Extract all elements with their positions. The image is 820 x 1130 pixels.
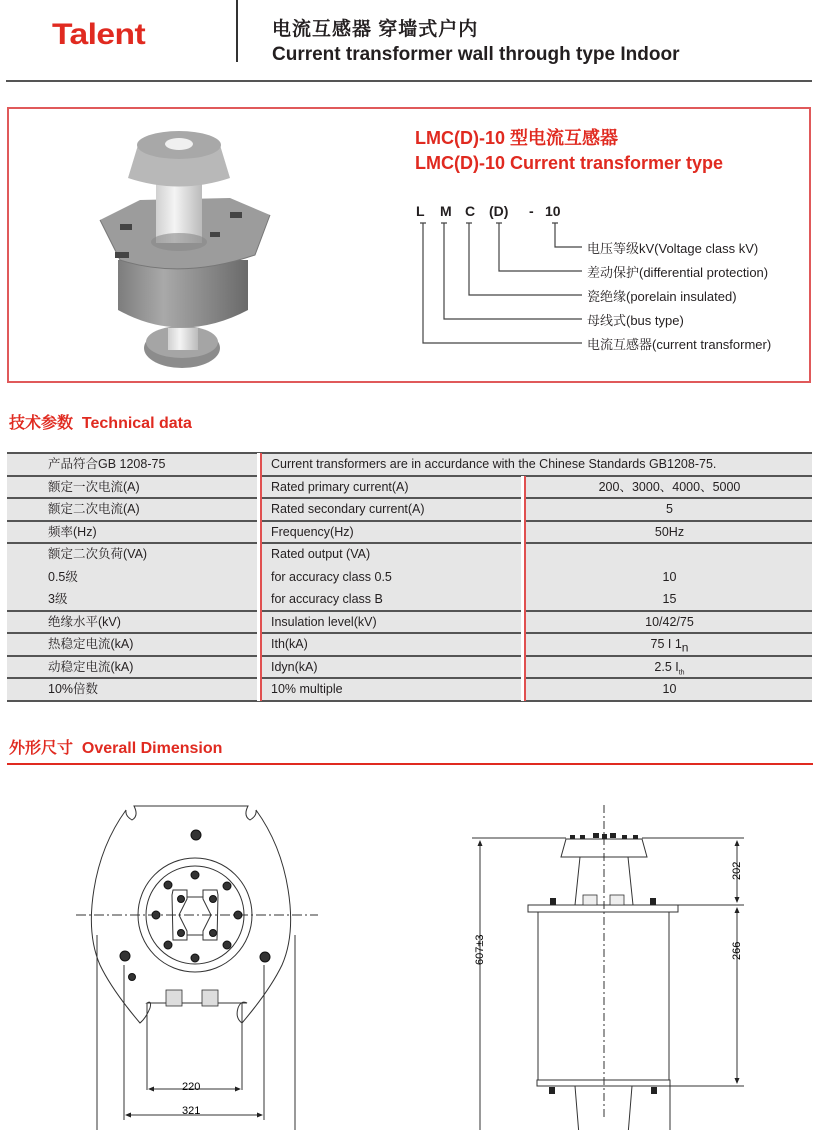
- cell-cn: 产品符合GB 1208-75: [48, 457, 166, 471]
- cell-en: Insulation level(kV): [271, 614, 377, 629]
- dimension-title-en: Overall Dimension: [81, 740, 223, 757]
- cell-en: for accuracy class B: [271, 592, 383, 606]
- cell-value: [527, 476, 812, 498]
- row-divider: [7, 700, 812, 702]
- transformer-photo: [90, 120, 280, 375]
- code-legend-differential: 差动保护(differential protection): [587, 265, 769, 280]
- product-title-cn: LMC(D)-10 型电流互感器: [415, 128, 618, 148]
- header-rule: [6, 80, 812, 82]
- cell-value-text: 10/42/75: [645, 614, 694, 629]
- cell-value-text: 5: [666, 502, 673, 516]
- table-row: [7, 588, 812, 611]
- cell-cn: 额定二次电流(A): [48, 502, 140, 516]
- dim-side-202: 202: [731, 861, 743, 880]
- cell-en: Rated secondary current(A): [271, 502, 425, 516]
- row-divider: [7, 475, 812, 477]
- cell-value: [527, 678, 812, 700]
- table-row: [7, 656, 812, 679]
- dimension-title-cn: 外形尺寸: [9, 740, 74, 757]
- cell-value-subscript: th: [678, 669, 685, 676]
- code-legend-ct: 电流互感器(current transformer): [587, 337, 772, 352]
- cell-value-subscript: n: [681, 640, 689, 655]
- cell-cn: 动稳定电流(kA): [48, 659, 134, 674]
- section-title-technical: [9, 410, 192, 433]
- cell-value-text: 15: [662, 592, 677, 606]
- cell-cn: 绝缘水平(kV): [48, 614, 121, 629]
- row-divider: [7, 542, 812, 544]
- table-row: [7, 678, 812, 701]
- technical-title-cn: 技术参数: [9, 415, 74, 432]
- table-row: [7, 566, 812, 589]
- cell-cn: 额定一次电流(A): [48, 479, 140, 494]
- cell-en: Rated primary current(A): [271, 479, 409, 494]
- front-view-drawing: [60, 790, 340, 1130]
- table-row: [7, 633, 812, 656]
- cell-cn: 0.5级: [48, 569, 78, 584]
- technical-table: [7, 453, 812, 701]
- row-divider: [7, 520, 812, 522]
- cell-value-text: 10: [662, 569, 677, 584]
- row-divider: [7, 610, 812, 612]
- cell-value: [527, 566, 812, 588]
- brand-logo: Talent: [52, 18, 146, 51]
- table-row: [7, 611, 812, 634]
- cell-value-text: 75 I 1: [650, 637, 682, 651]
- dim-side-266: 266: [731, 941, 743, 960]
- cell-value-text: 10: [662, 682, 677, 696]
- page-title-en: Current transformer wall through type Indoor: [272, 44, 680, 65]
- code-voltage: 10: [545, 203, 561, 219]
- section-title-dimension: [9, 735, 222, 758]
- code-letter-c: C: [465, 203, 476, 219]
- column-divider: [524, 476, 526, 701]
- header-divider: [236, 0, 238, 62]
- cell-value-text: 2.5 I: [654, 659, 679, 674]
- row-divider: [7, 452, 812, 454]
- dim-side-total-height: 607±3: [474, 934, 486, 965]
- code-legend-bus: 母线式(bus type): [587, 313, 684, 328]
- cell-cn: 10%倍数: [48, 682, 99, 696]
- row-divider: [7, 677, 812, 679]
- dimension-rule: [7, 763, 813, 765]
- cell-cn: 频率(Hz): [48, 524, 97, 539]
- cell-value-text: 200、3000、4000、5000: [598, 479, 741, 494]
- table-row: [7, 498, 812, 521]
- row-divider: [7, 632, 812, 634]
- table-row: [7, 521, 812, 544]
- cell-en: Idyn(kA): [271, 659, 318, 674]
- code-letter-m: M: [440, 203, 452, 219]
- side-view-drawing: [440, 790, 780, 1130]
- cell-en: Ith(kA): [271, 637, 308, 651]
- cell-cn: 额定二次负荷(VA): [48, 547, 148, 561]
- cell-value: [527, 588, 812, 610]
- row-divider: [7, 655, 812, 657]
- cell-value: [527, 611, 812, 633]
- technical-title-en: Technical data: [81, 415, 192, 432]
- cell-en: Rated output (VA): [271, 547, 371, 561]
- cell-value-text: 50Hz: [654, 524, 685, 539]
- code-letter-l: L: [416, 203, 425, 219]
- code-legend-lines: [410, 220, 590, 350]
- cell-value: [527, 498, 812, 520]
- code-letter-d: (D): [489, 203, 509, 219]
- table-row: [7, 476, 812, 499]
- dim-front-321: 321: [182, 1105, 201, 1117]
- column-divider: [260, 453, 262, 701]
- table-row: [7, 453, 812, 476]
- cell-en: Current transformers are in accurdance with the Chinese Standards GB1208-75.: [271, 457, 717, 471]
- cell-en: Frequency(Hz): [271, 524, 354, 539]
- code-dash: -: [529, 203, 534, 219]
- code-legend-insulated: 瓷绝缘(porelain insulated): [587, 289, 737, 304]
- cell-en: 10% multiple: [271, 682, 343, 696]
- page-title-cn: 电流互感器 穿墙式户内: [272, 19, 479, 40]
- cell-value: [527, 521, 812, 543]
- cell-cn: 3级: [48, 592, 68, 606]
- cell-en: for accuracy class 0.5: [271, 569, 392, 584]
- cell-cn: 热稳定电流(kA): [48, 637, 134, 651]
- dim-front-220: 220: [182, 1081, 201, 1093]
- code-legend-voltage: 电压等级kV(Voltage class kV): [587, 241, 759, 256]
- table-row: [7, 543, 812, 566]
- product-title-en: LMC(D)-10 Current transformer type: [415, 153, 724, 173]
- row-divider: [7, 497, 812, 499]
